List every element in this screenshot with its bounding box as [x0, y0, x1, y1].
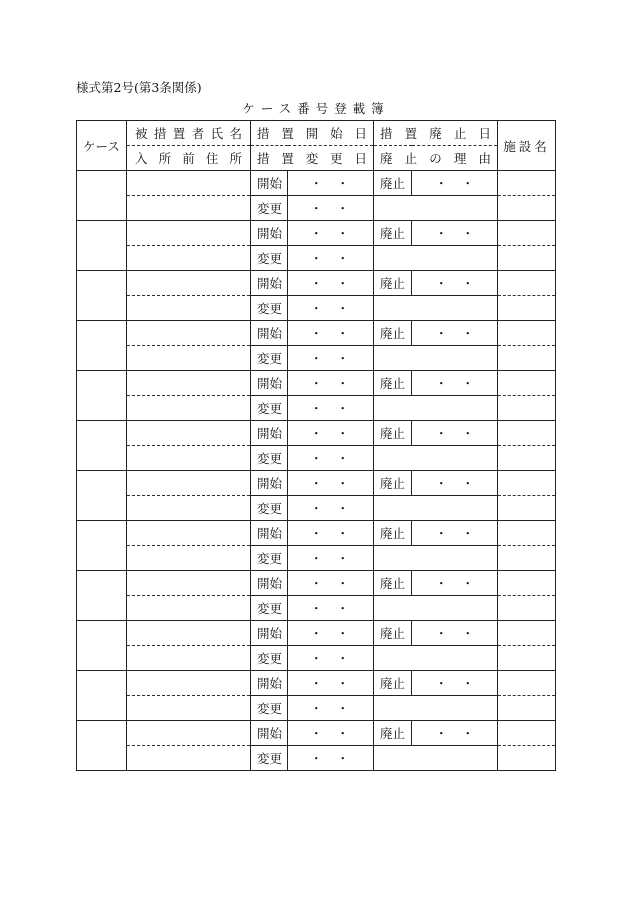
address-cell[interactable]: [127, 546, 251, 571]
form-number: 様式第2号(第3条関係): [76, 80, 202, 95]
change-date-cell[interactable]: ・・: [288, 746, 374, 771]
abolish-date-cell[interactable]: ・・: [412, 471, 498, 496]
abolish-label: 廃止: [374, 621, 412, 646]
change-label: 変更: [251, 496, 288, 521]
person-name-cell[interactable]: [127, 221, 251, 246]
abolish-date-cell[interactable]: ・・: [412, 621, 498, 646]
entry-row-start: [77, 521, 556, 546]
address-cell[interactable]: [127, 196, 251, 221]
abolish-reason-cell[interactable]: [374, 196, 498, 221]
start-label: 開始: [251, 721, 288, 746]
entry-row-change: [77, 596, 556, 621]
case-number-cell[interactable]: [77, 721, 127, 771]
abolish-reason-cell[interactable]: [374, 696, 498, 721]
facility-cell[interactable]: [498, 721, 556, 746]
case-number-cell[interactable]: [77, 271, 127, 321]
abolish-date-cell[interactable]: ・・: [412, 221, 498, 246]
person-name-cell[interactable]: [127, 171, 251, 196]
address-cell[interactable]: [127, 346, 251, 371]
case-number-cell[interactable]: [77, 371, 127, 421]
abolish-reason-cell[interactable]: [374, 596, 498, 621]
abolish-date-cell[interactable]: ・・: [412, 521, 498, 546]
start-date-cell[interactable]: ・・: [288, 171, 374, 196]
start-label: 開始: [251, 621, 288, 646]
person-name-cell[interactable]: [127, 471, 251, 496]
facility-cell-2[interactable]: [498, 346, 556, 371]
header-person-name: 被措置者氏名: [127, 121, 251, 146]
address-cell[interactable]: [127, 296, 251, 321]
abolish-date-cell[interactable]: ・・: [412, 321, 498, 346]
header-change-date: 措置変更日: [251, 146, 374, 171]
change-date-cell[interactable]: ・・: [288, 596, 374, 621]
address-cell[interactable]: [127, 596, 251, 621]
start-label: 開始: [251, 471, 288, 496]
case-number-cell[interactable]: [77, 621, 127, 671]
start-label: 開始: [251, 571, 288, 596]
entry-row-start: [77, 171, 556, 196]
facility-cell-2[interactable]: [498, 696, 556, 721]
start-label: 開始: [251, 171, 288, 196]
start-label: 開始: [251, 671, 288, 696]
person-name-cell[interactable]: [127, 671, 251, 696]
document-title: ケース番号登載簿: [242, 101, 390, 116]
entry-row-change: [77, 496, 556, 521]
facility-cell[interactable]: [498, 571, 556, 596]
start-date-cell[interactable]: ・・: [288, 421, 374, 446]
facility-cell-2[interactable]: [498, 596, 556, 621]
facility-cell-2[interactable]: [498, 396, 556, 421]
address-cell[interactable]: [127, 446, 251, 471]
entry-row-start: [77, 221, 556, 246]
facility-cell[interactable]: [498, 471, 556, 496]
abolish-label: 廃止: [374, 321, 412, 346]
facility-cell[interactable]: [498, 321, 556, 346]
start-date-cell[interactable]: ・・: [288, 471, 374, 496]
abolish-date-cell[interactable]: ・・: [412, 171, 498, 196]
entry-row-change: [77, 246, 556, 271]
case-number-cell[interactable]: [77, 321, 127, 371]
case-number-cell[interactable]: [77, 171, 127, 221]
entry-row-change: [77, 346, 556, 371]
facility-cell[interactable]: [498, 221, 556, 246]
address-cell[interactable]: [127, 496, 251, 521]
abolish-reason-cell[interactable]: [374, 246, 498, 271]
header-facility: 施設名: [498, 121, 556, 171]
change-label: 変更: [251, 546, 288, 571]
address-cell[interactable]: [127, 246, 251, 271]
facility-cell[interactable]: [498, 271, 556, 296]
case-number-cell[interactable]: [77, 571, 127, 621]
change-label: 変更: [251, 296, 288, 321]
header-case: ケース: [77, 121, 127, 171]
abolish-reason-cell[interactable]: [374, 546, 498, 571]
change-date-cell[interactable]: ・・: [288, 546, 374, 571]
address-cell[interactable]: [127, 646, 251, 671]
change-label: 変更: [251, 696, 288, 721]
address-cell[interactable]: [127, 696, 251, 721]
address-cell[interactable]: [127, 396, 251, 421]
entry-row-change: [77, 546, 556, 571]
abolish-label: 廃止: [374, 371, 412, 396]
facility-cell-2[interactable]: [498, 496, 556, 521]
header-end-reason: 廃止の理由: [374, 146, 498, 171]
entry-row-change: [77, 396, 556, 421]
facility-cell[interactable]: [498, 421, 556, 446]
facility-cell[interactable]: [498, 671, 556, 696]
change-label: 変更: [251, 746, 288, 771]
abolish-label: 廃止: [374, 671, 412, 696]
abolish-reason-cell[interactable]: [374, 646, 498, 671]
abolish-label: 廃止: [374, 721, 412, 746]
person-name-cell[interactable]: [127, 521, 251, 546]
change-date-cell[interactable]: ・・: [288, 346, 374, 371]
start-label: 開始: [251, 221, 288, 246]
change-label: 変更: [251, 196, 288, 221]
start-label: 開始: [251, 421, 288, 446]
person-name-cell[interactable]: [127, 321, 251, 346]
abolish-reason-cell[interactable]: [374, 446, 498, 471]
abolish-date-cell[interactable]: ・・: [412, 671, 498, 696]
abolish-label: 廃止: [374, 271, 412, 296]
header-row-2: [77, 146, 556, 171]
entry-row-start: [77, 671, 556, 696]
entry-row-change: [77, 746, 556, 771]
start-label: 開始: [251, 371, 288, 396]
entry-row-start: [77, 421, 556, 446]
change-date-cell[interactable]: ・・: [288, 296, 374, 321]
person-name-cell[interactable]: [127, 571, 251, 596]
case-register-table: [76, 120, 556, 771]
facility-cell[interactable]: [498, 621, 556, 646]
case-number-cell[interactable]: [77, 671, 127, 721]
entry-row-change: [77, 296, 556, 321]
abolish-date-cell[interactable]: ・・: [412, 571, 498, 596]
case-number-cell[interactable]: [77, 471, 127, 521]
abolish-date-cell[interactable]: ・・: [412, 371, 498, 396]
entry-row-start: [77, 271, 556, 296]
abolish-label: 廃止: [374, 471, 412, 496]
entry-row-start: [77, 471, 556, 496]
change-label: 変更: [251, 646, 288, 671]
facility-cell[interactable]: [498, 521, 556, 546]
change-label: 変更: [251, 246, 288, 271]
header-end-date: 措置廃止日: [374, 121, 498, 146]
start-date-cell[interactable]: ・・: [288, 571, 374, 596]
entry-row-change: [77, 446, 556, 471]
start-label: 開始: [251, 271, 288, 296]
start-date-cell[interactable]: ・・: [288, 521, 374, 546]
entry-row-change: [77, 696, 556, 721]
change-date-cell[interactable]: ・・: [288, 646, 374, 671]
abolish-reason-cell[interactable]: [374, 396, 498, 421]
case-number-cell[interactable]: [77, 221, 127, 271]
change-date-cell[interactable]: ・・: [288, 196, 374, 221]
start-date-cell[interactable]: ・・: [288, 621, 374, 646]
header-start-date: 措置開始日: [251, 121, 374, 146]
abolish-label: 廃止: [374, 571, 412, 596]
abolish-label: 廃止: [374, 221, 412, 246]
abolish-label: 廃止: [374, 421, 412, 446]
start-label: 開始: [251, 521, 288, 546]
facility-cell[interactable]: [498, 371, 556, 396]
header-address: 入所前住所: [127, 146, 251, 171]
change-date-cell[interactable]: ・・: [288, 696, 374, 721]
entry-row-start: [77, 721, 556, 746]
entry-row-start: [77, 321, 556, 346]
person-name-cell[interactable]: [127, 421, 251, 446]
change-date-cell[interactable]: ・・: [288, 246, 374, 271]
facility-cell-2[interactable]: [498, 646, 556, 671]
person-name-cell[interactable]: [127, 721, 251, 746]
abolish-date-cell[interactable]: ・・: [412, 721, 498, 746]
start-date-cell[interactable]: ・・: [288, 221, 374, 246]
case-number-cell[interactable]: [77, 421, 127, 471]
start-date-cell[interactable]: ・・: [288, 721, 374, 746]
abolish-reason-cell[interactable]: [374, 496, 498, 521]
header-row-1: [77, 121, 556, 146]
start-date-cell[interactable]: ・・: [288, 671, 374, 696]
entry-row-start: [77, 371, 556, 396]
facility-cell-2[interactable]: [498, 446, 556, 471]
person-name-cell[interactable]: [127, 271, 251, 296]
facility-cell-2[interactable]: [498, 196, 556, 221]
change-date-cell[interactable]: ・・: [288, 496, 374, 521]
abolish-reason-cell[interactable]: [374, 296, 498, 321]
person-name-cell[interactable]: [127, 371, 251, 396]
start-date-cell[interactable]: ・・: [288, 321, 374, 346]
person-name-cell[interactable]: [127, 621, 251, 646]
facility-cell-2[interactable]: [498, 246, 556, 271]
change-date-cell[interactable]: ・・: [288, 396, 374, 421]
address-cell[interactable]: [127, 746, 251, 771]
abolish-label: 廃止: [374, 521, 412, 546]
facility-cell-2[interactable]: [498, 746, 556, 771]
change-label: 変更: [251, 346, 288, 371]
abolish-label: 廃止: [374, 171, 412, 196]
abolish-date-cell[interactable]: ・・: [412, 271, 498, 296]
change-label: 変更: [251, 596, 288, 621]
entry-row-start: [77, 621, 556, 646]
start-date-cell[interactable]: ・・: [288, 271, 374, 296]
abolish-date-cell[interactable]: ・・: [412, 421, 498, 446]
facility-cell[interactable]: [498, 171, 556, 196]
change-label: 変更: [251, 446, 288, 471]
start-date-cell[interactable]: ・・: [288, 371, 374, 396]
abolish-reason-cell[interactable]: [374, 346, 498, 371]
entry-row-start: [77, 571, 556, 596]
abolish-reason-cell[interactable]: [374, 746, 498, 771]
start-label: 開始: [251, 321, 288, 346]
entry-row-change: [77, 646, 556, 671]
change-date-cell[interactable]: ・・: [288, 446, 374, 471]
facility-cell-2[interactable]: [498, 546, 556, 571]
facility-cell-2[interactable]: [498, 296, 556, 321]
case-number-cell[interactable]: [77, 521, 127, 571]
entry-row-change: [77, 196, 556, 221]
change-label: 変更: [251, 396, 288, 421]
